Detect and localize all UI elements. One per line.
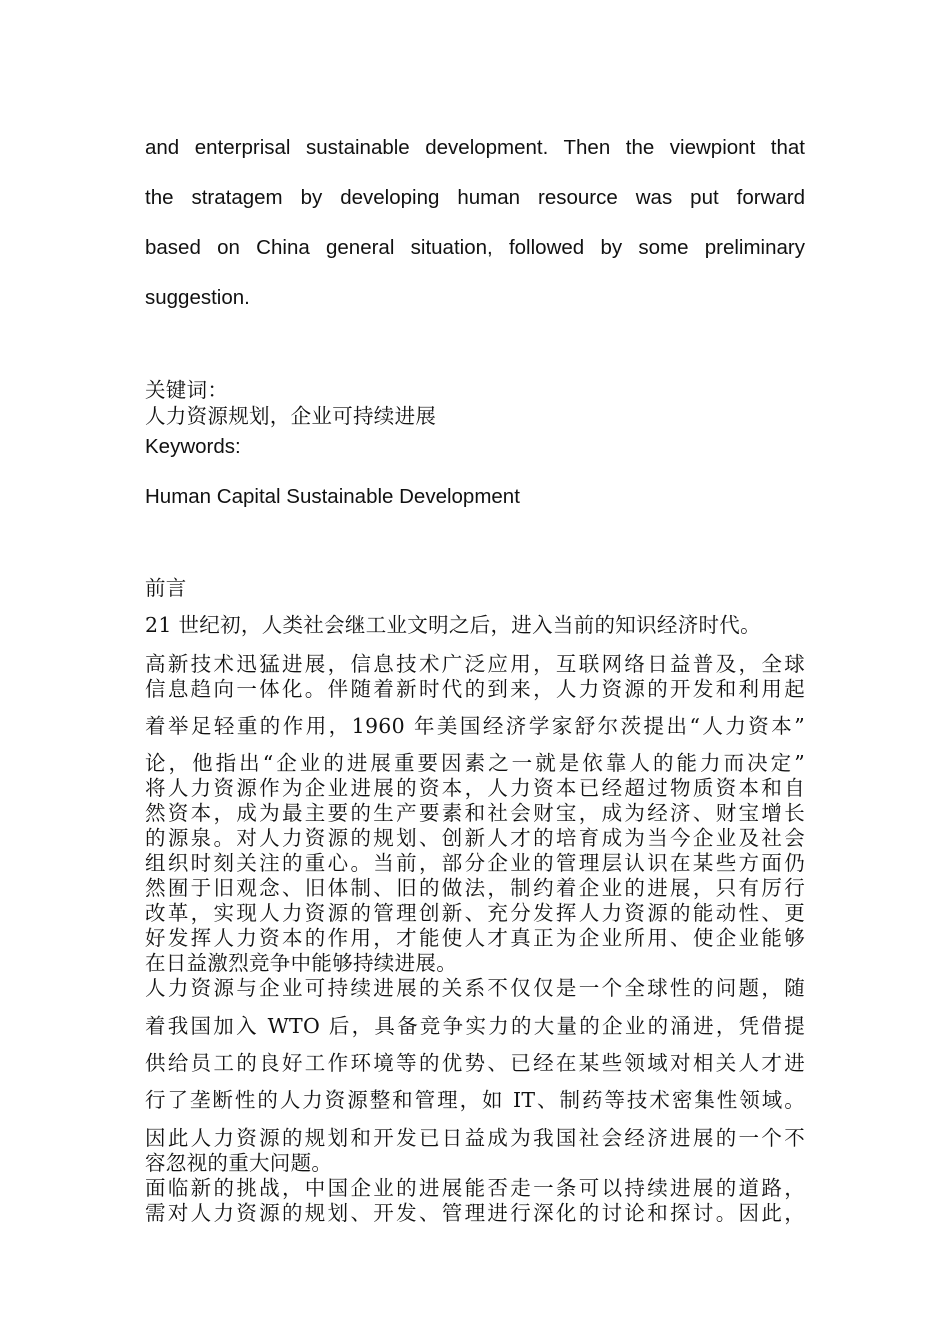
keywords-zh-label: 关键词： xyxy=(145,378,229,402)
abstract-line-3: based on China general situation, followed by some preliminary xyxy=(145,236,805,259)
preface-line-20: 面临新的挑战，中国企业的进展能否走一条可以持续进展的道路， xyxy=(145,1176,805,1200)
preface-line-4: 着举足轻重的作用，1960 年美国经济学家舒尔茨提出“人力资本” xyxy=(145,714,805,738)
preface-line-14: 人力资源与企业可持续进展的关系不仅仅是一个全球性的问题，随 xyxy=(145,976,805,1000)
preface-line-17: 行了垄断性的人力资源整和管理，如 IT、制药等技术密集性领域。 xyxy=(145,1088,805,1112)
preface-line-21: 需对人力资源的规划、开发、管理进行深化的讨论和探讨。因此， xyxy=(145,1201,805,1225)
keywords-zh-value: 人力资源规划，企业可持续进展 xyxy=(145,404,437,428)
abstract-line-2: the stratagem by developing human resource was put forward xyxy=(145,186,805,209)
preface-line-19: 容忽视的重大问题。 xyxy=(145,1151,333,1175)
preface-line-9: 组织时刻关注的重心。当前，部分企业的管理层认识在某些方面仍 xyxy=(145,851,805,875)
preface-line-15: 着我国加入 WTO 后，具备竞争实力的大量的企业的涌进，凭借提 xyxy=(145,1014,805,1038)
preface-line-16: 供给员工的良好工作环境等的优势、已经在某些领域对相关人才进 xyxy=(145,1051,805,1075)
preface-line-5: 论，他指出“企业的进展重要因素之一就是依靠人的能力而决定” xyxy=(145,751,805,775)
preface-line-8: 的源泉。对人力资源的规划、创新人才的培育成为当今企业及社会 xyxy=(145,826,805,850)
preface-line-18: 因此人力资源的规划和开发已日益成为我国社会经济进展的一个不 xyxy=(145,1126,805,1150)
preface-line-2: 高新技术迅猛进展，信息技术广泛应用，互联网络日益普及，全球 xyxy=(145,652,805,676)
abstract-line-4: suggestion. xyxy=(145,286,250,309)
preface-line-3: 信息趋向一体化。伴随着新时代的到来，人力资源的开发和利用起 xyxy=(145,677,805,701)
preface-heading: 前言 xyxy=(145,576,187,600)
preface-line-12: 好发挥人力资本的作用，才能使人才真正为企业所用、使企业能够 xyxy=(145,926,805,950)
keywords-en-label: Keywords: xyxy=(145,435,241,458)
keywords-en-value: Human Capital Sustainable Development xyxy=(145,485,520,508)
preface-line-13: 在日益激烈竞争中能够持续进展。 xyxy=(145,951,457,975)
abstract-line-1: and enterprisal sustainable development. Then the viewpiont that xyxy=(145,136,805,159)
preface-line-6: 将人力资源作为企业进展的资本，人力资本已经超过物质资本和自 xyxy=(145,776,805,800)
preface-line-1: 21 世纪初，人类社会继工业文明之后，进入当前的知识经济时代。 xyxy=(145,613,761,637)
preface-line-7: 然资本，成为最主要的生产要素和社会财宝，成为经济、财宝增长 xyxy=(145,801,805,825)
preface-line-11: 改革，实现人力资源的管理创新、充分发挥人力资源的能动性、更 xyxy=(145,901,805,925)
preface-line-10: 然囿于旧观念、旧体制、旧的做法，制约着企业的进展，只有厉行 xyxy=(145,876,805,900)
